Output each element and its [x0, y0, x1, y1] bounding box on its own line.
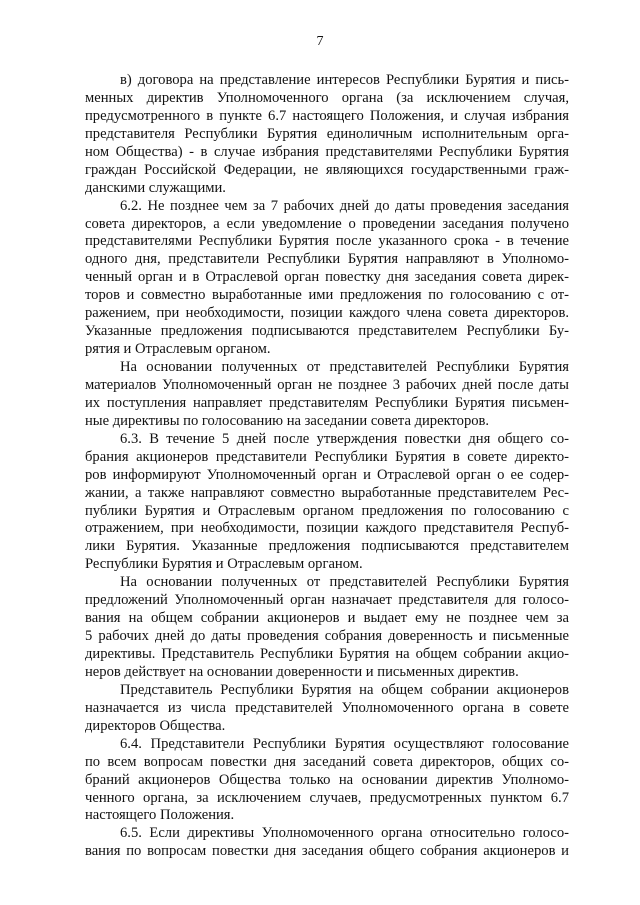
text-line: торов и совместно выработанные ими предложения по голосованию с от-	[85, 287, 569, 304]
text-line: Республики Бурятия и Отраслевым органом.	[85, 556, 363, 573]
text-line: брания акционеров представители Республики Бурятия в совете директо-	[85, 448, 569, 465]
text-line: данскими служащими.	[85, 179, 226, 196]
text-line: 6.2. Не позднее чем за 7 рабочих дней до даты проведения заседания	[120, 197, 569, 214]
text-line: предусмотренного в пункте 6.7 настоящего Положения, и случая избрания	[85, 107, 569, 124]
text-line: назначается из числа представителей Уполномоченного органа в совете	[85, 699, 569, 716]
text-line: 6.5. Если директивы Уполномоченного органа относительно голосо-	[120, 825, 569, 842]
document-body	[85, 72, 569, 861]
text-line: На основании полученных от представителей Республики Бурятия	[120, 359, 569, 375]
text-line: одного дня, представители Республики Бурятия направляют в Уполномо-	[85, 251, 569, 268]
text-line: рятия и Отраслевым органом.	[85, 341, 271, 358]
text-line: вания на общем собрании акционеров и выдает ему не позднее чем за	[85, 610, 569, 627]
text-line: Указанные предложения подписываются представителем Республики Бу-	[85, 323, 569, 340]
text-line: директоров Общества.	[85, 717, 226, 734]
text-line: На основании полученных от представителей Республики Бурятия	[120, 574, 569, 591]
text-line: браний акционеров Общества только на основании директив Уполномо-	[85, 771, 569, 788]
text-line: директивы. Представитель Республики Бурятия на общем собрании акцио-	[85, 646, 569, 662]
text-line: представителя Республики Бурятия единоличным исполнительным орга-	[85, 125, 569, 142]
text-line: неров действует на основании доверенности и письменных директив.	[85, 663, 519, 680]
page-number: 7	[316, 34, 324, 49]
text-line: жании, а также направляют совместно выработанные представителем Рес-	[85, 484, 569, 501]
text-line: ражением, при необходимости, позиции каждого члена совета директоров.	[85, 305, 569, 322]
text-line: Представитель Республики Бурятия на общем собрании акционеров	[120, 681, 569, 698]
text-line: в) договора на представление интересов Республики Бурятия и пись-	[120, 72, 569, 88]
text-line: ченный орган и в Отраслевой орган повестку дня заседания совета дирек-	[85, 269, 569, 286]
text-line: по всем вопросам повестки дня заседаний совета директоров, общих со-	[85, 753, 569, 770]
text-line: граждан Российской Федерации, не являющихся государственными граж-	[85, 161, 569, 178]
text-line: материалов Уполномоченный орган не позднее 3 рабочих дней после даты	[85, 376, 569, 393]
text-line: вания по вопросам повестки дня заседания общего собрания акционеров и	[85, 843, 569, 860]
text-line: 5 рабочих дней до даты проведения собрания доверенность и письменные	[85, 628, 569, 645]
text-line: 6.3. В течение 5 дней после утверждения повестки дня общего со-	[120, 430, 569, 447]
text-line: ченного органа, за исключением случаев, предусмотренных пунктом 6.7	[85, 789, 569, 806]
text-line: представителями Республики Бурятия после указанного срока - в течение	[85, 233, 569, 250]
text-line: предложений Уполномоченный орган назначает представителя для голосо-	[85, 592, 569, 609]
text-line: настоящего Положения.	[85, 807, 235, 824]
text-line: ном Общества) - в случае избрания представителями Республики Бурятия	[85, 143, 569, 160]
text-line: ров информируют Уполномоченный орган и Отраслевой орган о ее содер-	[85, 466, 569, 483]
text-line: совета директоров, а если уведомление о проведении заседания получено	[85, 215, 569, 232]
text-line: лики Бурятия. Указанные предложения подписываются представителем	[85, 538, 569, 555]
text-line: их поступления направляет представителям Республики Бурятия письмен-	[85, 394, 569, 411]
text-line: 6.4. Представители Республики Бурятия осуществляют голосование	[120, 735, 569, 752]
text-line: отражением, при необходимости, позиции каждого представителя Респуб-	[85, 520, 569, 537]
text-line: публики Бурятия и Отраслевым органом предложения по голосованию с	[85, 502, 569, 519]
text-line: ные директивы по голосованию на заседании совета директоров.	[85, 412, 490, 429]
text-line: менных директив Уполномоченного органа (за исключением случая,	[85, 89, 569, 106]
